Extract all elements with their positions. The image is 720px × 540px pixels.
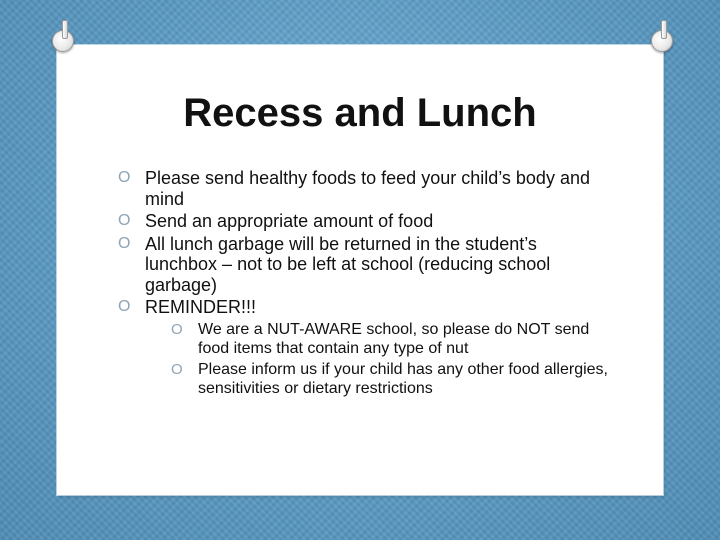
list-item [171, 320, 608, 358]
bullet-text: Please send healthy foods to feed your child’s body and mind [145, 168, 590, 209]
bullet-marker-icon: O [118, 169, 131, 186]
list-item [171, 360, 608, 398]
sub-bullet-text: Please inform us if your child has any other food allergies, sensitivities or dietary restrictions [198, 360, 608, 397]
sub-bullet-text: We are a NUT-AWARE school, so please do NOT send food items that contain any type of nut [198, 320, 590, 357]
bullet-marker-icon: O [171, 320, 183, 338]
bullet-list [118, 168, 608, 398]
sub-bullet-list [145, 320, 608, 398]
bullet-marker-icon: O [118, 212, 131, 229]
bullet-marker-icon: O [118, 234, 131, 252]
list-item [118, 168, 608, 209]
bullet-text: REMINDER!!! [145, 297, 257, 317]
list-item [118, 211, 608, 232]
list-item [118, 297, 608, 398]
list-item [118, 234, 608, 296]
bullet-text: All lunch garbage will be returned in the student’s lunchbox – not to be left at school (reducing school garbage) [145, 233, 551, 295]
bullet-text: Send an appropriate amount of food [145, 211, 434, 231]
pin-icon [52, 30, 74, 52]
bullet-marker-icon: O [118, 298, 131, 315]
pin-icon [651, 30, 673, 52]
slide-title: Recess and Lunch [183, 91, 537, 135]
bullet-marker-icon: O [171, 360, 183, 378]
